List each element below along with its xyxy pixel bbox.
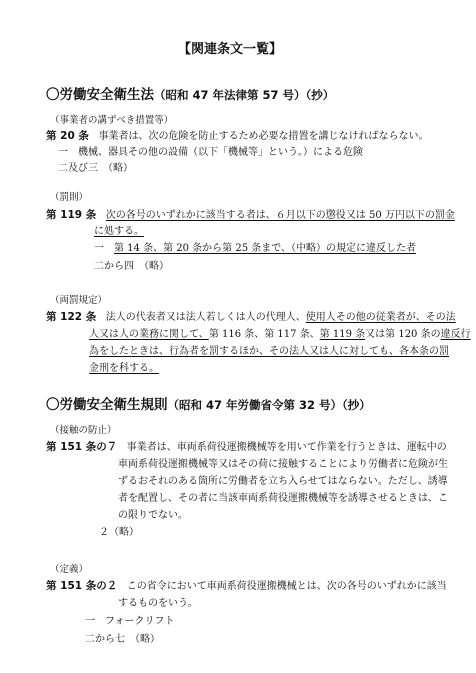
art119-item2: 二から四 （略） <box>94 261 169 272</box>
law2-heading <box>46 398 371 413</box>
art119-item1-text: 第 14 条、第 20 条から第 25 条まで、（中略）の規定に違反した者 <box>114 243 417 254</box>
art151-2-caption: （定義） <box>50 564 89 575</box>
art151-7-line1 <box>46 440 447 455</box>
page-title: 【関連条文一覧】 <box>178 42 283 57</box>
art151-2-text-1: この省令において車両系荷役運搬機械とは、次の各号のいずれかに該当 <box>126 581 447 592</box>
art20-line <box>46 129 428 144</box>
art151-7-text-2: 車両系荷役運搬機械等又はその荷に接触することにより労働者に危険が生 <box>118 459 448 470</box>
art151-7-text-5: の限りでない。 <box>118 510 188 521</box>
law2-name: 〇労働安全衛生規則 <box>46 397 168 413</box>
art151-7-caption: （接触の防止） <box>50 425 117 436</box>
art119-item1-prefix: 一 <box>94 243 114 254</box>
law1-subheading: （昭和 47 年法律第 57 号）（抄） <box>154 88 335 102</box>
art122-number: 第 122 条 <box>46 311 97 323</box>
art122-text-4: 金刑を科する。 <box>89 363 159 374</box>
art20-number: 第 20 条 <box>46 130 89 142</box>
art122-text-2b: 第 116 条、第 117 条、 <box>208 329 320 340</box>
art119-line1 <box>46 208 455 223</box>
art151-7-text-4: 者を配置し、その者に当該車両系荷役運搬機械等を誘導させるときは、こ <box>118 493 448 504</box>
art122-line2 <box>89 327 471 342</box>
art119-text-2: に処する。 <box>94 226 144 237</box>
art122-text-2a: 人又は人の業務に関して、 <box>89 329 209 340</box>
art122-caption: （両罰規定） <box>50 295 108 306</box>
art122-text-2d: 又は第 120 条の <box>365 329 441 340</box>
art151-7-number: 第 151 条の７ <box>46 441 118 453</box>
art119-caption: （罰則） <box>50 192 89 203</box>
art151-2-number: 第 151 条の２ <box>46 580 118 592</box>
art119-text-1: 次の各号のいずれかに該当する者は、６月以下の懲役又は 50 万円以下の罰金 <box>105 210 455 221</box>
art20-text: 事業者は、次の危険を防止するため必要な措置を講じなければならない。 <box>98 131 429 142</box>
art122-text-2c: 第 119 条 <box>319 329 366 340</box>
art20-item2: 二及び三 （略） <box>58 163 133 174</box>
art119-number: 第 119 条 <box>46 209 97 221</box>
art122-text-3: 為をしたときは、行為者を罰するほか、その法人又は人に対しても、各本条の罰 <box>89 346 449 357</box>
law1-name: 〇労働安全衛生法 <box>46 87 154 103</box>
art20-caption: （事業者の講ずべき措置等） <box>50 115 174 126</box>
art151-7-item2: ２（略） <box>99 527 139 538</box>
art151-7-text-1: 事業者は、車両系荷役運搬機械等を用いて作業を行うときは、運転中の <box>126 442 447 453</box>
art122-text-1a: 法人の代表者又は法人若しくは人の代理人、 <box>105 312 306 323</box>
art151-7-text-3: ずるおそれのある箇所に労働者を立ち入らせてはならない。ただし、誘導 <box>118 476 448 487</box>
art151-2-line1 <box>46 579 447 594</box>
art122-text-1b: 使用人その他の従業者が、その法 <box>305 312 456 323</box>
art151-2-item2: 二から七 （略） <box>85 634 160 645</box>
art119-item1 <box>94 241 416 256</box>
law2-subheading: （昭和 47 年労働省令第 32 号）（抄） <box>167 398 371 412</box>
art151-2-item1: 一 フォークリフト <box>85 616 175 627</box>
art20-item1: 一 機械、器具その他の設備（以下「機械等」という。）による危険 <box>58 147 363 158</box>
art151-2-text-2: するものをいう。 <box>118 598 198 609</box>
law1-heading <box>46 88 334 103</box>
art122-text-2e: 違反行 <box>440 329 471 340</box>
art122-line1 <box>46 310 456 325</box>
